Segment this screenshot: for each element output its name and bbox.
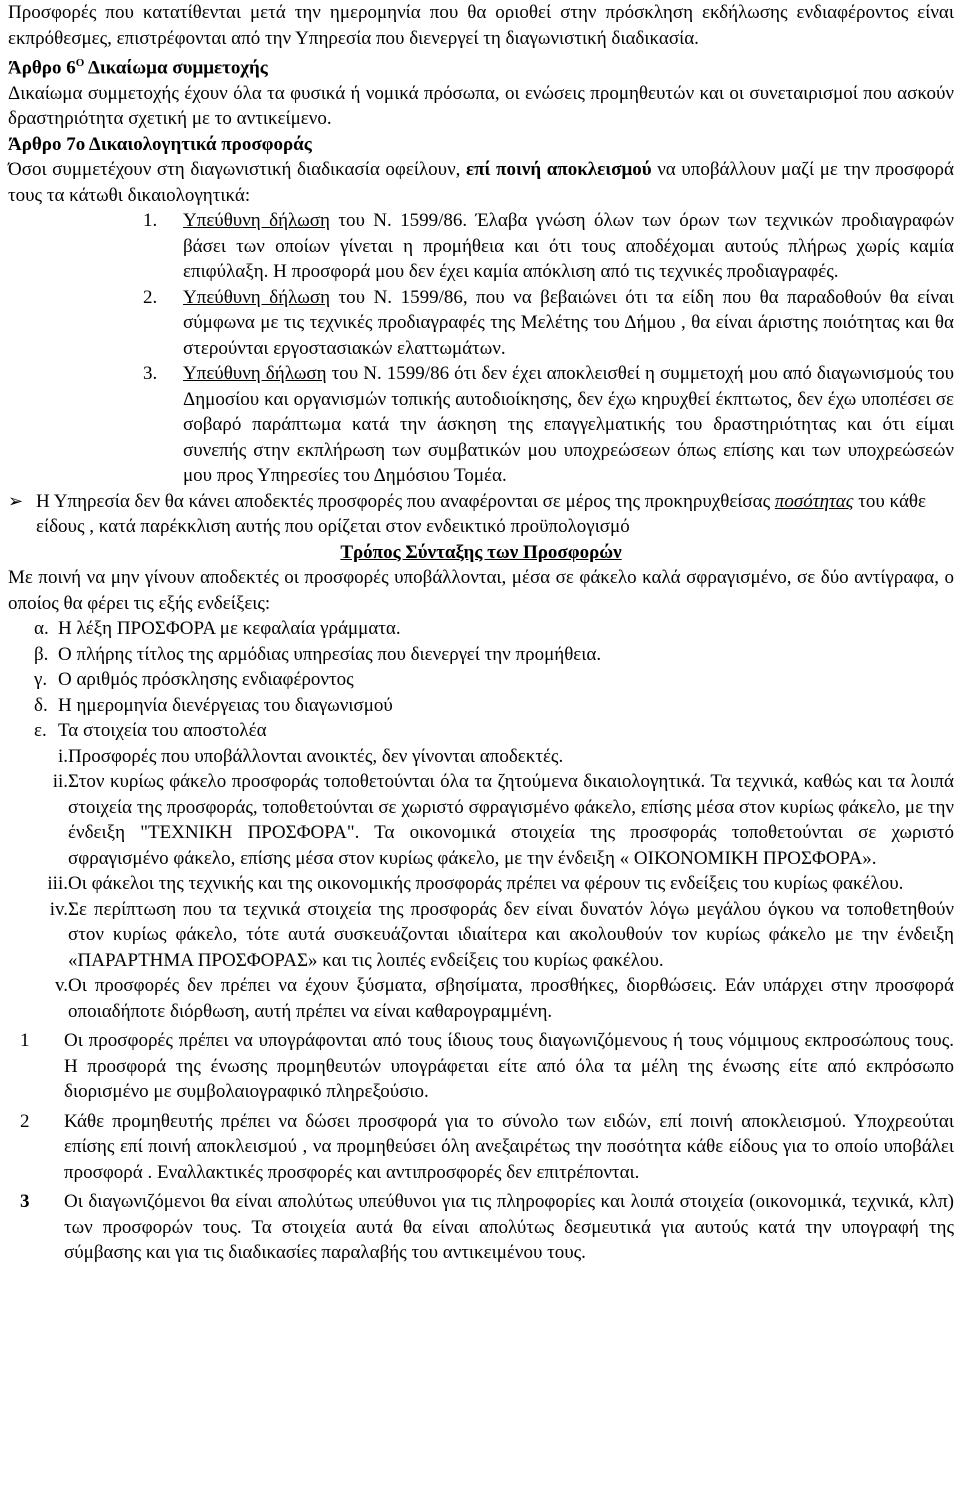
- list-item: ε. Τα στοιχεία του αποστολέα: [34, 720, 267, 742]
- requirements-list: [8, 208, 954, 489]
- list-item: ii. Στον κυρίως φάκελο προσφοράς τοποθετούνται όλα τα ζητούμενα δικαιολογητικά. Τα τεχνικά, καθώς και τα λοιπά στοιχεία της προσφοράς, τοποθετούνται σε χωριστό σφραγισμένο φάκελο, επίσης μέσα στον κυρίως φάκελο, με την ένδειξη "ΤΕΧΝΙΚΗ ΠΡΟΣΦΟΡΑ". Τα οικονομικά στοιχεία της προσφοράς τοποθετούνται σε χωριστό σφραγισμένο φάκελο, επίσης μέσα στον κυρίως φάκελο, με την ένδειξη « ΟΙΚΟΝΟΜΙΚΗ ΠΡΟΣΦΟΡΑ».: [52, 771, 954, 869]
- list-item: iv. Σε περίπτωση που τα τεχνικά στοιχεία της προσφοράς δεν είναι δυνατόν λόγω μεγάλου όγκου να τοποθετηθούν στον κυρίως φάκελο, τότε αυτά συσκευάζονται ιδιαίτερα και ακολουθούν τον κυρίως φάκελο με την ένδειξη «ΠΑΡΑΡΤΗΜΑ ΠΡΟΣΦΟΡΑΣ» και τις λοιπές ενδείξεις του κυρίως φακέλου.: [49, 898, 954, 971]
- article-6-body: Δικαίωμα συμμετοχής έχουν όλα τα φυσικά ή νομικά πρόσωπα, οι ενώσεις προμηθευτών και οι συνεταιρισμοί που ασκούν δραστηριότητα σχετική με το αντικείμενο.: [8, 82, 954, 130]
- list-item: 2 Κάθε προμηθευτής πρέπει να δώσει προσφορά για το σύνολο των ειδών, επί ποινή αποκλεισμού. Υποχρεούται επίσης επί ποινή αποκλεισμού , να προμηθεύσει όλη ανεξαιρέτως την ποσότητα κάθε είδους για το οποίο υποβάλει προσφορά . Εναλλακτικές προσφορές και αντιπροσφορές δεν επιτρέπονται.: [20, 1110, 954, 1183]
- greek-list: [8, 616, 954, 744]
- list-item: iii. Οι φάκελοι της τεχνικής και της οικονομικής προσφοράς πρέπει να φέρουν τις ενδείξεις του κυρίως φακέλου.: [47, 873, 904, 895]
- arrow-bullet-item: ➢ Η Υπηρεσία δεν θα κάνει αποδεκτές προσφορές που αναφέρονται σε μέρος της προκηρυχθείσας ποσότητας του κάθε είδους , κατά παρέκκλιση αυτής που ορίζεται στον ενδεικτικό προϋπολογισμό: [8, 490, 926, 538]
- article-7-body: Όσοι συμμετέχουν στη διαγωνιστική διαδικασία οφείλουν, επί ποινή αποκλεισμού να υποβάλλουν μαζί με την προσφορά τους τα κάτωθι δικαιολογητικά:: [8, 159, 954, 206]
- intro-paragraph: Προσφορές που κατατίθενται μετά την ημερομηνία που θα οριοθεί στην πρόσκληση εκδήλωσης ενδιαφέροντος είναι εκπρόθεσμες, επιστρέφονται από την Υπηρεσία που διενεργεί τη διαγωνιστική διαδικασία.: [8, 2, 954, 49]
- list-item: 1 Οι προσφορές πρέπει να υπογράφονται από τους ίδιους τους διαγωνιζόμενους ή τους νόμιμους εκπροσώπους τους. Η προσφορά της ένωσης προμηθευτών υπογράφεται είτε από όλα τα μέλη της ένωσης είτε από εκπρόσωπο διορισμένο με συμβολαιογραφικό πληρεξούσιο.: [20, 1030, 954, 1103]
- arrow-bullet-icon: ➢: [8, 490, 24, 512]
- article-7-heading: Άρθρο 7ο Δικαιολογητικά προσφοράς: [8, 133, 312, 155]
- list-item: v. Οι προσφορές δεν πρέπει να έχουν ξύσματα, σβησίματα, προσθήκες, διορθώσεις. Εάν υπάρχει στην προσφορά οποιαδήποτε διόρθωση, αυτή πρέπει να είναι καθαρογραμμένη.: [54, 975, 954, 1022]
- list-item: 3 Οι διαγωνιζόμενοι θα είναι απολύτως υπεύθυνοι για τις πληροφορίες και λοιπά στοιχεία (οικονομικά, τεχνικά, κλπ) των προσφορών τους. Τα στοιχεία αυτά θα είναι απολύτως δεσμευτικά για αυτούς κατά την υπογραφή της σύμβασης και για τις διαδικασίες παραλαβής του αντικειμένου τους.: [20, 1191, 954, 1264]
- list-item: 2. Υπεύθυνη δήλωση του Ν. 1599/86, που να βεβαιώνει ότι τα είδη που θα παραδοθούν θα είναι σύμφωνα με τις τεχνικές προδιαγραφές της Μελέτης του Δήμου , θα είναι άριστης ποιότητας και θα στερούνται εργοστασιακών ελαττωμάτων.: [143, 286, 954, 359]
- list-item: γ. Ο αριθμός πρόσκλησης ενδιαφέροντος: [34, 669, 354, 691]
- list-item: 3. Υπεύθυνη δήλωση του Ν. 1599/86 ότι δεν έχει αποκλεισθεί η συμμετοχή μου από διαγωνισμούς του Δημοσίου και οργανισμών τοπικής αυτοδιοίκησης, δεν έχω κηρυχθεί έκπτωτος, δεν έχω υποπέσει σε σοβαρό παράπτωμα κατά την άσκηση της επαγγελματικής του δραστηριότητας και ότι είμαι συνεπής στην εκπλήρωση των συμβατικών μου υποχρεώσεων όπως επίσης και των υποχρεώσεών μου προς Υπηρεσίες του Δημόσιου Τομέα.: [143, 363, 954, 487]
- list-item: 1. Υπεύθυνη δήλωση του Ν. 1599/86. Έλαβα γνώση όλων των όρων των τεχνικών προδιαγραφών βάσει των οποίων γίνεται η προμήθεια και ότι τους αποδέχομαι αυτούς πλήρως χωρίς καμία επιφύλαξη. Η προσφορά μου δεν έχει καμία απόκλιση από τις τεχνικές προδιαγραφές.: [143, 210, 954, 283]
- list-item: δ. Η ημερομηνία διενέργειας του διαγωνισμού: [34, 694, 393, 716]
- list-item: i. Προσφορές που υποβάλλονται ανοικτές, δεν γίνονται αποδεκτές.: [57, 745, 564, 767]
- list-item: α. Η λέξη ΠΡΟΣΦΟΡΑ με κεφαλαία γράμματα.: [34, 618, 401, 640]
- numbered-list: [8, 1028, 954, 1266]
- list-item: β. Ο πλήρης τίτλος της αρμόδιας υπηρεσίας που διενεργεί την προμήθεια.: [34, 643, 602, 665]
- section-body: Με ποινή να μην γίνουν αποδεκτές οι προσφορές υποβάλλονται, μέσα σε φάκελο καλά σφραγισμένο, σε δύο αντίγραφα, ο οποίος θα φέρει τις εξής ενδείξεις:: [8, 567, 954, 614]
- article-6-heading: Άρθρο $6^O$ Δικαίωμα συμμετοχής: [8, 57, 268, 79]
- section-title: Τρόπος Σύνταξης των Προσφορών: [340, 541, 622, 563]
- roman-list: [8, 744, 954, 1025]
